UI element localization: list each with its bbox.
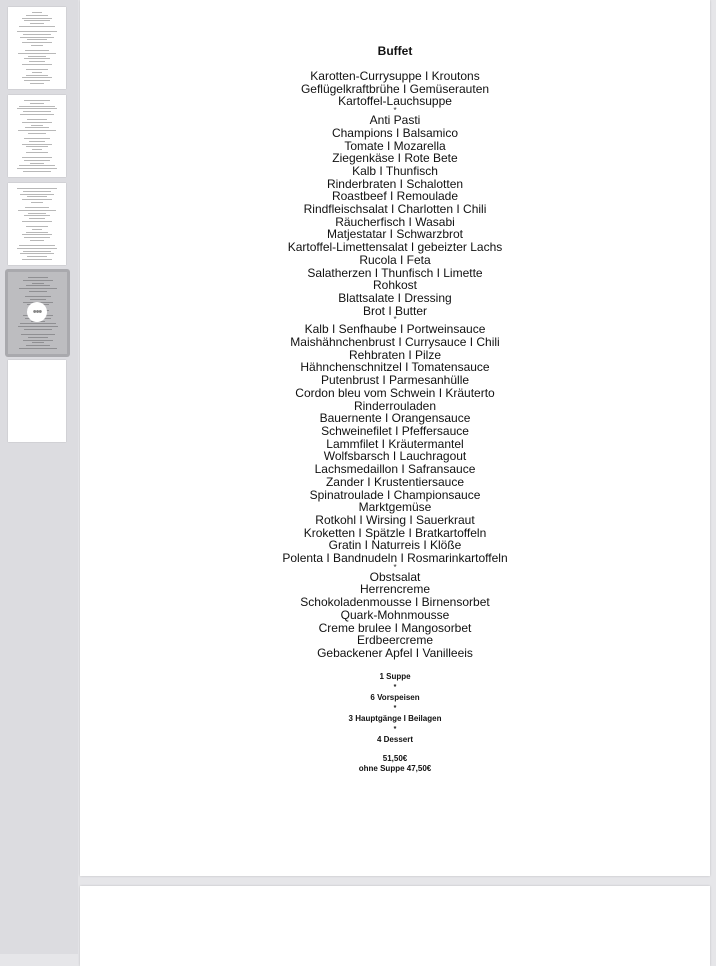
thumbnail-text-line [31,202,43,203]
thumbnail-text-line [31,45,43,46]
thumbnail-text-line [20,37,54,38]
menu-item: Gebackener Apfel I Vanilleeis [317,645,473,660]
menu-item: Kroketten I Spätzle I Bratkartoffeln [303,525,487,540]
menu-item: Creme brulee I Mangosorbet [318,620,472,635]
thumbnail-text-line [26,152,48,153]
menu-item: Roastbeef I Remoulade [331,189,459,204]
thumbnail-text-line [30,163,44,164]
thumbnail-text-line [30,23,44,24]
thumbnail-text-line [28,337,48,338]
thumbnail-text-line [22,122,52,123]
thumbnail-text-line [26,69,48,70]
thumbnail-text-line [22,157,52,158]
thumbnail-text-line [26,15,48,16]
summary-line: 1 Suppe [379,671,411,681]
thumbnail-text-line [23,340,53,341]
thumbnail-text-line [19,348,57,349]
menu-item: Schokoladenmousse I Birnensorbet [300,595,490,610]
thumbnail-text-line [20,114,54,115]
thumbnail-text-line [32,229,42,230]
menu-item: Rotkohl I Wirsing I Sauerkraut [315,512,475,527]
page-thumbnail-1[interactable] [8,7,66,89]
summary-line: 3 Hauptgänge I Beilagen [348,713,442,723]
menu-item: Cordon bleu vom Schwein I Kräuterto [295,385,495,400]
document-page [80,0,710,876]
thumbnail-text-line [24,160,50,161]
thumbnail-text-line [22,259,52,260]
thumbnail-text-line [32,283,44,284]
thumbnail-text-line [17,248,57,249]
thumbnail-text-line [22,221,52,222]
menu-item: Räucherfisch I Wasabi [335,214,455,229]
thumbnail-text-line [23,191,51,192]
menu-item: Maishähnchenbrust I Currysauce I Chili [290,335,500,350]
thumbnail-text-line [29,141,45,142]
next-document-page [80,886,710,966]
page-title: Buffet [377,44,413,58]
thumbnail-text-line [20,194,54,195]
thumbnail-text-line [19,288,57,289]
thumbnail-text-line [24,138,50,139]
thumbnail-text-line [26,345,50,346]
thumbnail-text-line [22,18,52,19]
menu-item: Schweinefilet I Pfeffersauce [321,423,469,438]
menu-item: Gratin I Naturreis I Klöße [328,538,462,553]
thumbnail-text-line [28,133,46,134]
menu-item: Quark-Mohnmousse [340,607,450,622]
thumbnail-text-line [21,334,55,335]
summary-separator: * [393,725,397,733]
menu-item: Blattsalate I Dressing [338,290,452,305]
thumbnail-text-line [32,342,44,343]
thumbnail-text-line [30,299,46,300]
thumbnail-text-line [29,291,47,292]
menu-item: Kalb I Senfhaube I Portweinsauce [304,322,486,337]
thumbnail-text-line [18,53,56,54]
price: 51,50€ [382,753,408,763]
thumbnail-text-line [25,207,49,208]
menu-item: Anti Pasti [369,113,421,128]
thumbnail-text-line [26,75,48,76]
thumbnail-text-line [22,77,52,78]
thumbnail-text-line [17,168,57,169]
menu-item: Karotten-Currysuppe I Kroutons [310,69,480,83]
menu-item: Rehbraten I Pilze [348,347,442,362]
thumbnail-text-line [32,72,42,73]
menu-item: Lammfilet I Kräutermantel [326,436,464,451]
menu-item: Hähnchenschnitzel I Tomatensauce [300,360,490,375]
menu-content [80,43,710,774]
thumbnail-text-line [27,119,47,120]
thumbnail-text-line [24,237,50,238]
thumbnail-text-line [24,215,50,216]
thumbnail-text-line [24,20,50,21]
section-separator: * [393,562,397,572]
thumbnail-text-line [27,39,47,40]
menu-item: Kalb I Thunfisch [352,163,438,178]
thumbnail-text-line [31,125,43,126]
menu-item: Matjestatar I Schwarzbrot [326,227,464,242]
thumbnail-text-line [32,12,42,13]
page-thumbnail-3[interactable] [8,183,66,265]
thumbnail-text-line [25,127,49,128]
menu-item: Rucola I Feta [359,252,431,267]
thumbnail-text-line [23,280,53,281]
menu-item: Erdbeercreme [356,633,434,648]
thumbnail-text-line [19,245,55,246]
thumbnail-text-line [28,56,46,57]
menu-item: Putenbrust I Parmesanhülle [320,373,470,388]
menu-item: Geflügelkraftbrühe I Gemüserauten [300,81,490,96]
menu-item: Rinderrouladen [353,398,437,413]
thumbnail-text-line [28,213,46,214]
thumbnail-text-line [29,218,45,219]
menu-item: Tomate I Mozarella [344,138,446,153]
summary-separator: * [393,683,397,691]
thumbnail-text-line [18,210,56,211]
menu-item: Salatherzen I Thunfisch I Limette [307,265,483,280]
menu-item: Herrencreme [359,582,431,597]
thumbnail-text-line [22,64,52,65]
page-thumbnail-sidebar [0,0,78,954]
thumbnail-text-line [20,323,56,324]
thumbnail-text-line [24,80,50,81]
thumbnail-text-line [24,329,52,330]
thumbnail-text-line [30,103,44,104]
thumbnail-text-line [19,106,55,107]
thumbnail-text-line [22,144,52,145]
thumbnail-text-line [22,199,52,200]
menu-item: Bauernente I Orangensauce [319,411,471,426]
menu-item: Obstsalat [369,569,421,584]
thumbnail-text-line [26,226,48,227]
thumbnail-text-line [19,165,55,166]
menu-item: Lachsmedaillon I Safransauce [314,462,476,477]
page-thumbnail-2[interactable] [8,95,66,177]
menu-item: Kartoffel-Limettensalat I gebeizter Lachs [287,240,503,255]
price-alt: ohne Suppe 47,50€ [358,763,432,773]
thumbnail-text-line [17,31,57,32]
thumbnail-text-line [25,296,51,297]
thumbnail-text-line [30,240,44,241]
thumbnail-text-line [22,234,52,235]
thumbnail-text-line [29,61,45,62]
thumbnail-text-line [18,130,56,131]
thumbnail-text-line [32,149,42,150]
thumbnail-text-line [18,326,58,327]
menu-item: Kartoffel-Lauchsuppe [338,94,452,109]
thumbnail-text-line [24,58,50,59]
summary-line: 4 Dessert [376,734,414,744]
thumbnail-text-line [23,111,51,112]
menu-item: Rindfleischsalat I Charlotten I Chili [303,202,487,217]
thumbnail-text-line [28,277,48,278]
thumbnail-text-line [20,253,54,254]
summary-line: 6 Vorspeisen [370,692,420,702]
menu-item: Marktgemüse [358,500,432,515]
menu-item: Rinderbraten I Schalotten [326,176,464,191]
thumbnail-text-line [22,42,52,43]
thumbnail-text-line [27,256,47,257]
thumbnail-text-line [23,251,51,252]
thumbnail-text-line [23,34,51,35]
page-thumbnail-5[interactable] [8,360,66,442]
thumbnail-text-line [17,108,57,109]
thumbnail-text-line [17,188,57,189]
menu-item: Zander I Krustentiersauce [325,474,465,489]
menu-item: Ziegenkäse I Rote Bete [332,151,458,166]
menu-item: Champions I Balsamico [331,125,459,140]
menu-item: Wolfsbarsch I Lauchragout [323,449,467,464]
menu-item: Polenta I Bandnudeln I Rosmarinkartoffeln [282,551,508,566]
thumbnail-text-line [27,196,47,197]
ellipsis-icon: ••• [32,305,42,318]
thumbnail-text-line [19,26,55,27]
thumbnail-text-line [23,171,51,172]
section-separator: * [393,106,397,116]
thumbnail-text-line [26,232,48,233]
menu-item: Rohkost [372,278,418,293]
menu-item: Brot I Butter [362,303,428,318]
more-options-button[interactable] [27,302,47,322]
thumbnail-text-line [26,285,50,286]
thumbnail-text-line [24,100,50,101]
section-separator: * [393,315,397,325]
summary-separator: * [393,704,397,712]
thumbnail-text-line [30,83,44,84]
menu-item: Spinatroulade I Championsauce [309,487,481,502]
thumbnail-text-line [26,146,48,147]
thumbnail-text-line [25,50,49,51]
